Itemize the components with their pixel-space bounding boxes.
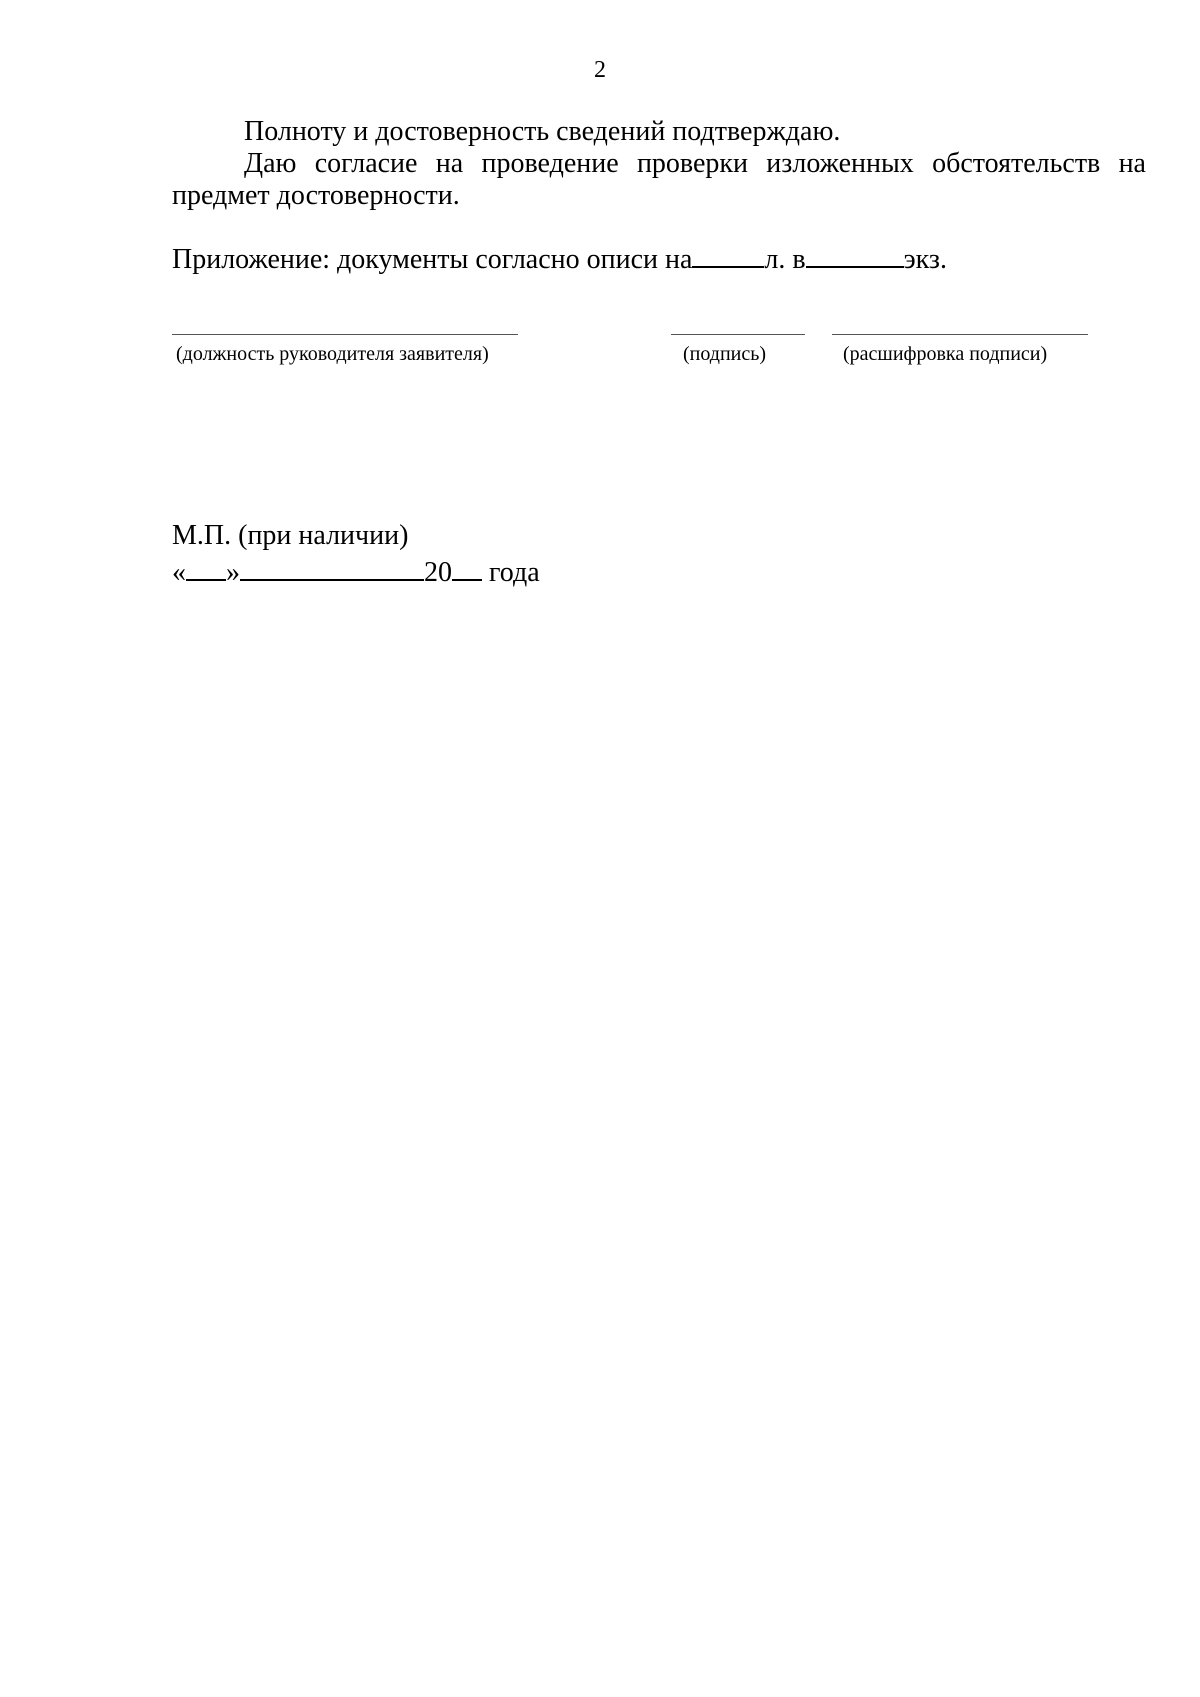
- signature-decode-line: [832, 334, 1088, 335]
- consent-paragraph: Даю согласие на проведение проверки изложенных обстоятельств на предмет достоверности.: [172, 148, 1146, 211]
- signature-caption: (подпись): [683, 343, 767, 365]
- sheets-unit: л. в: [764, 244, 806, 275]
- year-blank: [452, 557, 482, 581]
- stamp-label: М.П. (при наличии): [172, 520, 409, 551]
- date-close-quote: »: [226, 557, 240, 588]
- month-blank: [240, 557, 424, 581]
- confirmation-paragraph: Полноту и достоверность сведений подтверждаю.: [244, 116, 841, 147]
- position-signature-line: [172, 334, 518, 335]
- copies-count-blank: [806, 244, 904, 268]
- copies-unit: экз.: [903, 244, 947, 275]
- date-open-quote: «: [172, 557, 186, 588]
- year-suffix: года: [482, 557, 540, 588]
- sheets-count-blank: [692, 244, 764, 268]
- signature-decode-caption: (расшифровка подписи): [843, 343, 1048, 365]
- day-blank: [186, 557, 226, 581]
- attachment-prefix: Приложение: документы согласно описи на: [172, 244, 693, 275]
- attachment-line: [172, 244, 947, 276]
- date-line: [172, 557, 540, 589]
- year-prefix: 20: [424, 557, 452, 588]
- signature-line: [671, 334, 805, 335]
- position-caption: (должность руководителя заявителя): [176, 343, 489, 365]
- page-number: 2: [594, 57, 606, 83]
